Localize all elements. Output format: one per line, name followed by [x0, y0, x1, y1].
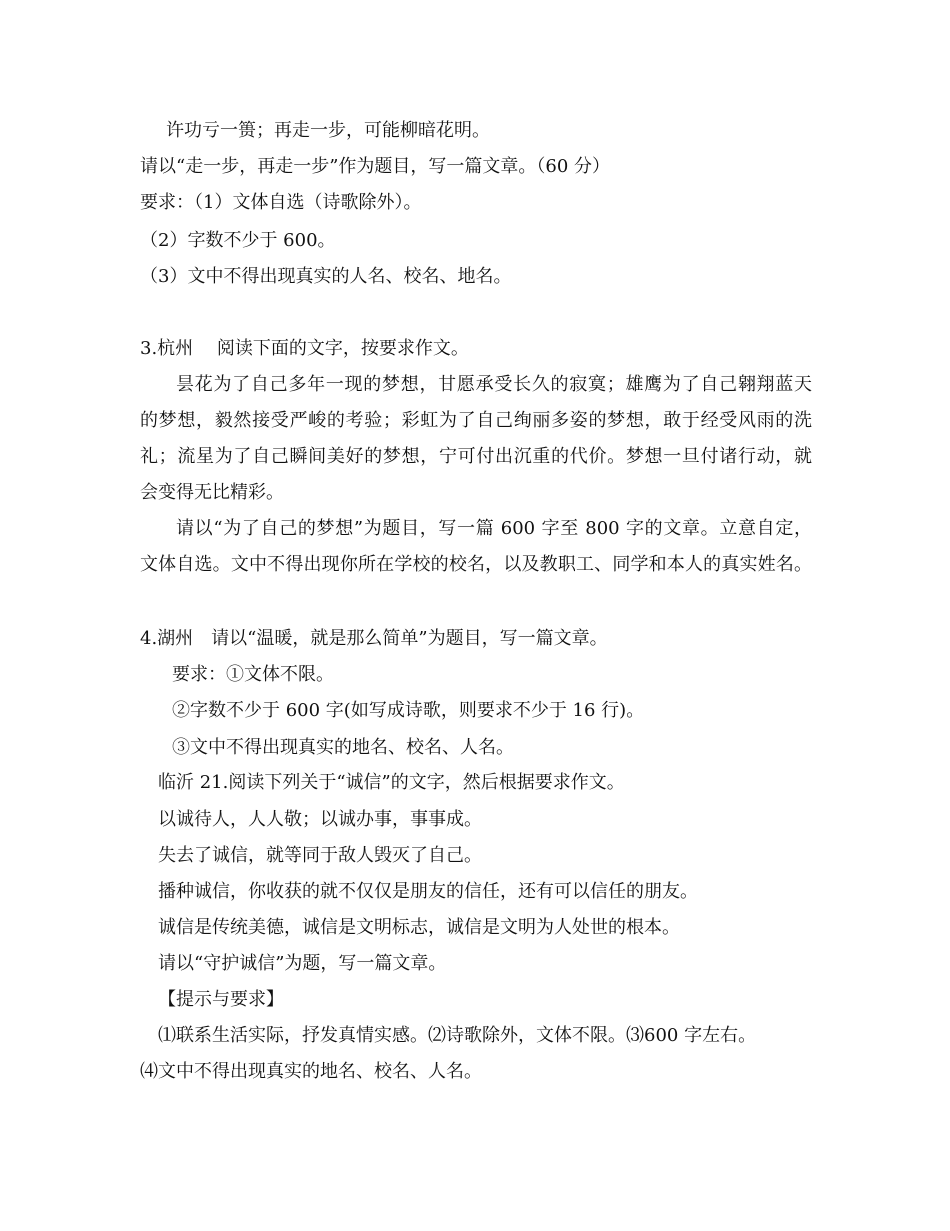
q3-paragraph-2-line-2: 文体自选。文中不得出现你所在学校的校名，以及教职工、同学和本人的真实姓名。 — [140, 554, 812, 575]
q5-line-3: 播种诚信，你收获的就不仅仅是朋友的信任，还有可以信任的朋友。 — [158, 881, 698, 902]
q5-prompt: 请以“守护诚信”为题，写一篇文章。 — [158, 953, 447, 974]
q4-heading: 4.湖州 请以“温暖，就是那么简单”为题目，写一篇文章。 — [140, 628, 608, 649]
q5-line-2: 失去了诚信，就等同于敌人毁灭了自己。 — [158, 845, 482, 866]
q5-line-4: 诚信是传统美德，诚信是文明标志，诚信是文明为人处世的根本。 — [158, 917, 680, 938]
q2-prompt: 请以“走一步，再走一步”作为题目，写一篇文章。（60 分） — [140, 156, 611, 177]
q3-paragraph-2-line-1: 请以“为了自己的梦想”为题目，写一篇 600 字至 800 字的文章。立意自定， — [176, 518, 812, 539]
q2-requirement-2: （2）字数不少于 600。 — [140, 230, 336, 251]
q3-paragraph-1-line-2: 的梦想，毅然接受严峻的考验；彩虹为了自己绚丽多姿的梦想，敢于经受风雨的洗 — [140, 410, 812, 431]
q3-paragraph-1-line-1: 昙花为了自己多年一现的梦想，甘愿承受长久的寂寞；雄鹰为了自己翱翔蓝天 — [176, 374, 812, 395]
q3-heading: 3.杭州 阅读下面的文字，按要求作文。 — [140, 338, 469, 359]
q3-paragraph-1-line-4: 会变得无比精彩。 — [140, 482, 284, 503]
q2-requirement-1: 要求：（1）文体自选（诗歌除外）。 — [140, 192, 422, 213]
q5-hint-title: 【提示与要求】 — [158, 989, 284, 1010]
q5-hint-1: ⑴联系生活实际，抒发真情实感。⑵诗歌除外，文体不限。⑶600 字左右。 — [158, 1025, 757, 1046]
q5-line-1: 以诚待人，人人敬；以诚办事，事事成。 — [158, 809, 482, 830]
q2-text-end: 许功亏一篑；再走一步，可能柳暗花明。 — [166, 120, 490, 141]
q2-requirement-3: （3）文中不得出现真实的人名、校名、地名。 — [140, 266, 512, 287]
q4-requirement-intro: 要求：①文体不限。 — [172, 664, 334, 685]
q4-requirement-2: ②字数不少于 600 字(如写成诗歌，则要求不少于 16 行)。 — [172, 700, 645, 721]
q4-requirement-3: ③文中不得出现真实的地名、校名、人名。 — [172, 737, 514, 758]
q3-paragraph-1-line-3: 礼；流星为了自己瞬间美好的梦想，宁可付出沉重的代价。梦想一旦付诸行动，就 — [140, 446, 812, 467]
q5-hint-2: ⑷文中不得出现真实的地名、校名、人名。 — [140, 1061, 482, 1082]
q5-heading: 临沂 21.阅读下列关于“诚信”的文字，然后根据要求作文。 — [158, 772, 625, 793]
